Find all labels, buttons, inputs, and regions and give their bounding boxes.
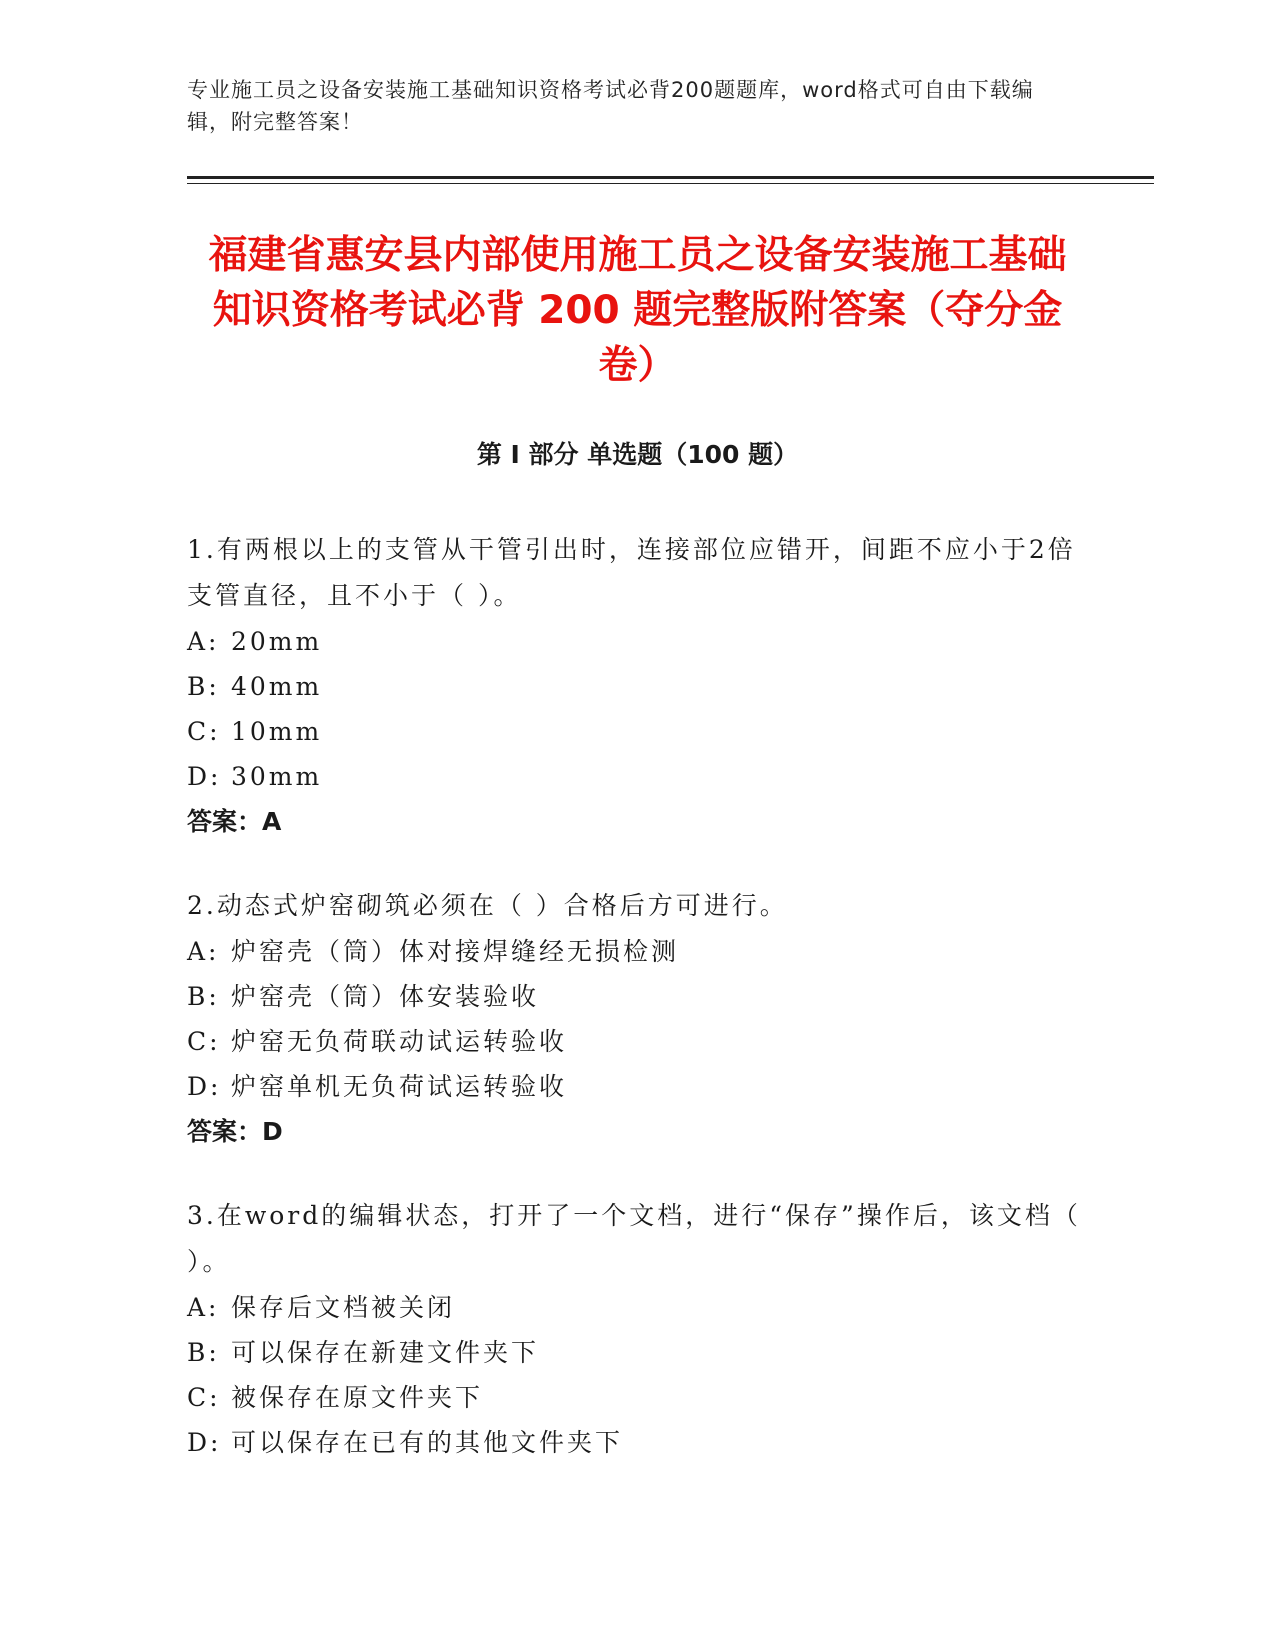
- question-list: [187, 527, 1087, 1503]
- option-letter: C:: [187, 717, 221, 746]
- option-letter: A:: [187, 1293, 220, 1322]
- option-text: 10mm: [231, 717, 323, 746]
- option-d: [187, 1420, 1087, 1465]
- option-c: [187, 709, 1087, 754]
- option-letter: D:: [187, 1428, 222, 1457]
- option-letter: D:: [187, 762, 222, 791]
- question-stem: 1.有两根以上的支管从干管引出时，连接部位应错开，间距不应小于2倍支管直径，且不小于（ ）。: [187, 535, 1076, 610]
- option-letter: C:: [187, 1383, 221, 1412]
- option-a: [187, 619, 1087, 664]
- option-text: 30mm: [231, 762, 323, 791]
- option-a: [187, 1285, 1087, 1330]
- option-c: [187, 1375, 1087, 1420]
- option-b: [187, 974, 1087, 1019]
- header-divider-thick: [187, 176, 1154, 179]
- option-text: 保存后文档被关闭: [231, 1293, 456, 1322]
- option-letter: C:: [187, 1027, 221, 1056]
- section-title: 第 I 部分 单选题（100 题）: [476, 440, 799, 469]
- option-letter: A:: [187, 937, 220, 966]
- option-letter: B:: [187, 672, 220, 701]
- header-divider-thin: [187, 183, 1154, 184]
- option-c: [187, 1019, 1087, 1064]
- option-letter: A:: [187, 627, 220, 656]
- option-b: [187, 1330, 1087, 1375]
- answer-line: 答案：A: [187, 807, 282, 836]
- option-text: 20mm: [231, 627, 323, 656]
- question-2: [187, 883, 1087, 1155]
- header-note: 专业施工员之设备安装施工基础知识资格考试必背200题题库，word格式可自由下载编辑，附完整答案！: [187, 78, 1034, 134]
- option-text: 炉窑单机无负荷试运转验收: [231, 1072, 568, 1101]
- option-b: [187, 664, 1087, 709]
- option-text: 炉窑无负荷联动试运转验收: [231, 1027, 568, 1056]
- answer-line: 答案：D: [187, 1117, 283, 1146]
- option-d: [187, 754, 1087, 799]
- option-text: 炉窑壳（筒）体安装验收: [231, 982, 540, 1011]
- option-a: [187, 929, 1087, 974]
- option-text: 可以保存在新建文件夹下: [231, 1338, 540, 1367]
- option-text: 被保存在原文件夹下: [231, 1383, 484, 1412]
- document-title: 福建省惠安县内部使用施工员之设备安装施工基础知识资格考试必背 200 题完整版附答案（夺分金卷）: [208, 233, 1067, 388]
- option-text: 40mm: [231, 672, 323, 701]
- option-text: 炉窑壳（筒）体对接焊缝经无损检测: [231, 937, 680, 966]
- question-stem: 2.动态式炉窑砌筑必须在（ ）合格后方可进行。: [187, 891, 788, 920]
- option-d: [187, 1064, 1087, 1109]
- option-letter: D:: [187, 1072, 222, 1101]
- option-letter: B:: [187, 1338, 220, 1367]
- option-letter: B:: [187, 982, 220, 1011]
- question-stem: 3.在word的编辑状态，打开了一个文档，进行“保存”操作后，该文档（ ）。: [187, 1201, 1081, 1276]
- option-text: 可以保存在已有的其他文件夹下: [231, 1428, 624, 1457]
- question-1: [187, 527, 1087, 845]
- question-3: [187, 1193, 1087, 1465]
